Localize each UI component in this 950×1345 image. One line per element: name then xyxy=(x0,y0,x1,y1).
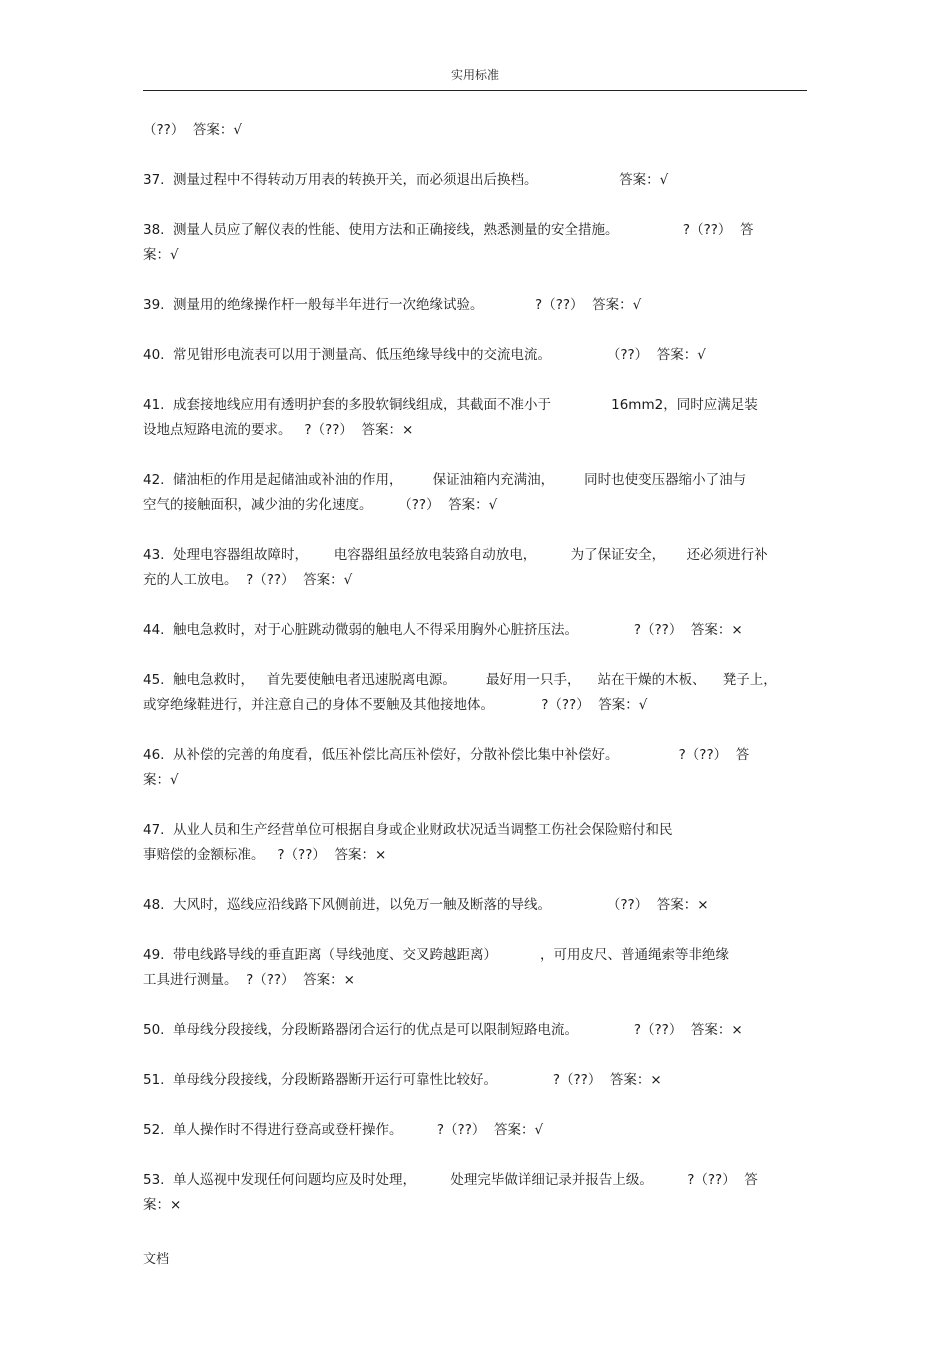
question-line: 事赔偿的金额标准。 ?（??） 答案：× xyxy=(143,847,387,863)
paragraph-gap xyxy=(143,1143,807,1168)
question-line: 51. 单母线分段接线，分段断路器断开运行可靠性比较好。 ?（??） 答案：× xyxy=(143,1072,662,1088)
question-line: 52. 单人操作时不得进行登高或登杆操作。 ?（??） 答案：√ xyxy=(143,1122,544,1138)
paragraph-gap xyxy=(143,518,807,543)
question-line: 49. 带电线路导线的垂直距离（导线弛度、交叉跨越距离） ，可用皮尺、普通绳索等非绝缘 xyxy=(143,947,729,963)
paragraph-gap xyxy=(143,918,807,943)
question-line: 设地点短路电流的要求。 ?（??） 答案：× xyxy=(143,422,414,438)
paragraph-gap xyxy=(143,643,807,668)
paragraph-gap xyxy=(143,443,807,468)
question-line: 38. 测量人员应了解仪表的性能、使用方法和正确接线，熟悉测量的安全措施。 ?（??） 答 xyxy=(143,222,754,238)
page-header: 实用标准 xyxy=(450,68,499,82)
paragraph-gap xyxy=(143,1043,807,1068)
question-line: （??） 答案：√ xyxy=(143,122,243,138)
paragraph-gap xyxy=(143,1093,807,1118)
paragraph-gap xyxy=(143,318,807,343)
question-line: 47. 从业人员和生产经营单位可根据自身或企业财政状况适当调整工伤社会保险赔付和民 xyxy=(143,822,673,838)
paragraph-gap xyxy=(143,143,807,168)
question-line: 37. 测量过程中不得转动万用表的转换开关，而必须退出后换档。 答案：√ xyxy=(143,172,669,188)
paragraph-gap xyxy=(143,868,807,893)
question-list xyxy=(143,118,807,1218)
question-line: 46. 从补偿的完善的角度看，低压补偿比高压补偿好，分散补偿比集中补偿好。 ?（??） 答 xyxy=(143,747,750,763)
question-line: 案：√ xyxy=(143,772,179,788)
question-line: 42. 储油柜的作用是起储油或补油的作用， 保证油箱内充满油， 同时也使变压器缩小了油与 xyxy=(143,472,747,488)
header-divider xyxy=(143,90,807,91)
question-line: 40. 常见钳形电流表可以用于测量高、低压绝缘导线中的交流电流。 （??） 答案：√ xyxy=(143,347,706,363)
question-line: 48. 大风时，巡线应沿线路下风侧前进，以免万一触及断落的导线。 （??） 答案：× xyxy=(143,897,709,913)
question-line: 41. 成套接地线应用有透明护套的多股软铜线组成，其截面不准小于 16mm2，同时应满足装 xyxy=(143,397,758,413)
paragraph-gap xyxy=(143,368,807,393)
paragraph-gap xyxy=(143,193,807,218)
page-footer: 文档 xyxy=(143,1252,170,1267)
question-line: 或穿绝缘鞋进行，并注意自己的身体不要触及其他接地体。 ?（??） 答案：√ xyxy=(143,697,648,713)
paragraph-gap xyxy=(143,993,807,1018)
paragraph-gap xyxy=(143,593,807,618)
question-line: 充的人工放电。 ?（??） 答案：√ xyxy=(143,572,353,588)
question-line: 44. 触电急救时，对于心脏跳动微弱的触电人不得采用胸外心脏挤压法。 ?（??） 答案：× xyxy=(143,622,743,638)
question-line: 39. 测量用的绝缘操作杆一般每半年进行一次绝缘试验。 ?（??） 答案：√ xyxy=(143,297,642,313)
question-line: 工具进行测量。 ?（??） 答案：× xyxy=(143,972,355,988)
paragraph-gap xyxy=(143,718,807,743)
question-line: 案：× xyxy=(143,1197,182,1213)
paragraph-gap xyxy=(143,268,807,293)
question-line: 53. 单人巡视中发现任何问题均应及时处理， 处理完毕做详细记录并报告上级。 ?（??） 答 xyxy=(143,1172,758,1188)
question-line: 45. 触电急救时， 首先要使触电者迅速脱离电源。 最好用一只手， 站在干燥的木板、 凳子上， xyxy=(143,672,777,688)
question-line: 50. 单母线分段接线，分段断路器闭合运行的优点是可以限制短路电流。 ?（??） 答案：× xyxy=(143,1022,743,1038)
question-line: 案：√ xyxy=(143,247,179,263)
question-line: 空气的接触面积，减少油的劣化速度。 （??） 答案：√ xyxy=(143,497,498,513)
paragraph-gap xyxy=(143,793,807,818)
question-line: 43. 处理电容器组故障时， 电容器组虽经放电装臵自动放电， 为了保证安全， 还必须进行补 xyxy=(143,547,768,563)
